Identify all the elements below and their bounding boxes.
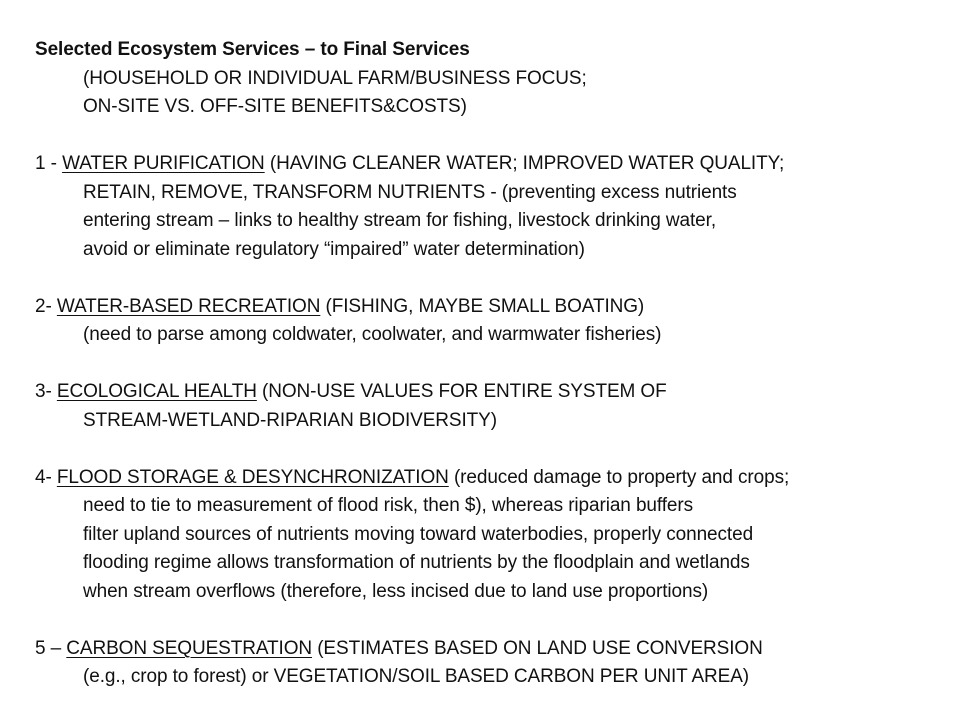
item-detail-line: STREAM-WETLAND-RIPARIAN BIODIVERSITY) bbox=[83, 409, 497, 431]
subtitle-line: (HOUSEHOLD OR INDIVIDUAL FARM/BUSINESS FOCUS; bbox=[83, 67, 587, 89]
item-heading-line bbox=[35, 464, 935, 493]
item-number: 2- bbox=[35, 295, 57, 317]
item-heading-line bbox=[35, 378, 935, 407]
item-number: 3- bbox=[35, 381, 57, 402]
spacer bbox=[35, 350, 935, 379]
item-number: 1 - bbox=[35, 153, 63, 174]
item-heading: WATER PURIFICATION bbox=[62, 153, 265, 174]
item-heading: CARBON SEQUESTRATION bbox=[66, 637, 313, 659]
item-detail-line: entering stream – links to healthy stream for fishing, livestock drinking water, bbox=[83, 210, 717, 231]
item-heading: ECOLOGICAL HEALTH bbox=[56, 381, 257, 402]
item-heading-rest: (NON-USE VALUES FOR ENTIRE SYSTEM OF bbox=[256, 381, 667, 402]
item-heading: WATER-BASED RECREATION bbox=[56, 295, 321, 317]
item-detail-line: when stream overflows (therefore, less incised due to land use proportions) bbox=[83, 580, 709, 602]
item-detail-line: RETAIN, REMOVE, TRANSFORM NUTRIENTS - (preventing excess nutrients bbox=[83, 181, 737, 203]
spacer bbox=[35, 435, 935, 464]
item-detail-line: (e.g., crop to forest) or VEGETATION/SOIL BASED CARBON PER UNIT AREA) bbox=[83, 666, 750, 687]
item-detail-line: filter upland sources of nutrients moving toward waterbodies, properly connected bbox=[83, 523, 754, 545]
slide-title: Selected Ecosystem Services – to Final Services bbox=[35, 39, 470, 60]
item-heading: FLOOD STORAGE & DESYNCHRONIZATION bbox=[56, 466, 449, 488]
item-detail-line: need to tie to measurement of flood risk, then $), whereas riparian buffers bbox=[83, 495, 693, 516]
item-detail-line: (need to parse among coldwater, coolwater, and warmwater fisheries) bbox=[83, 324, 662, 345]
spacer bbox=[35, 606, 935, 635]
spacer bbox=[35, 264, 935, 293]
item-heading-rest: (reduced damage to property and crops; bbox=[448, 466, 790, 488]
item-detail-line: avoid or eliminate regulatory “impaired” water determination) bbox=[83, 238, 585, 260]
slide-body bbox=[35, 36, 935, 692]
item-heading-line bbox=[35, 150, 935, 179]
item-heading-line bbox=[35, 635, 935, 664]
item-number: 5 – bbox=[35, 637, 67, 659]
spacer bbox=[35, 122, 935, 151]
item-heading-line bbox=[35, 293, 935, 322]
item-number: 4- bbox=[35, 466, 57, 488]
item-detail-line: flooding regime allows transformation of nutrients by the floodplain and wetlands bbox=[83, 552, 750, 573]
subtitle-line: ON-SITE VS. OFF-SITE BENEFITS&COSTS) bbox=[83, 96, 467, 117]
item-heading-rest: (FISHING, MAYBE SMALL BOATING) bbox=[320, 295, 645, 317]
item-heading-rest: (ESTIMATES BASED ON LAND USE CONVERSION bbox=[312, 637, 763, 659]
item-heading-rest: (HAVING CLEANER WATER; IMPROVED WATER QUALITY; bbox=[264, 153, 785, 174]
